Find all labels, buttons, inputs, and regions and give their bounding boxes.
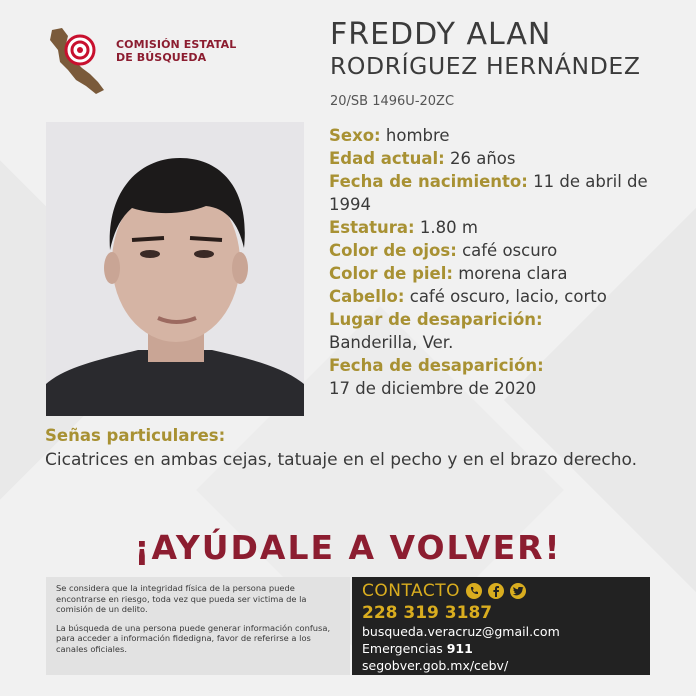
logo-text (116, 38, 236, 64)
nacimiento-label: Fecha de nacimiento: (329, 172, 528, 191)
estatura-value: 1.80 m (419, 218, 478, 237)
detail-estatura (329, 216, 684, 239)
detail-fecha-desaparicion (329, 354, 684, 400)
sexo-label: Sexo: (329, 126, 381, 145)
ojos-label: Color de ojos: (329, 241, 457, 260)
edad-label: Edad actual: (329, 149, 445, 168)
detail-nacimiento (329, 170, 684, 216)
lugar-value: Banderilla, Ver. (329, 333, 454, 352)
facebook-icon (488, 583, 504, 599)
person-details (329, 124, 684, 400)
disclaimer-paragraph: Se considera que la integridad física de la persona puede encontrarse en riesgo, toda vez que pueda ser victima de la comisión de un delito. (56, 583, 307, 615)
detail-cabello (329, 285, 684, 308)
help-headline: ¡AYÚDALE A VOLVER! (134, 528, 562, 567)
senas-text: Cicatrices en ambas cejas, tatuaje en el pecho y en el brazo derecho. (45, 450, 637, 470)
contact-box (352, 577, 650, 675)
piel-value: morena clara (458, 264, 568, 283)
sexo-value: hombre (385, 126, 450, 145)
edad-value: 26 años (449, 149, 516, 168)
fecha-desaparicion-value: 17 de diciembre de 2020 (329, 379, 537, 398)
piel-label: Color de piel: (329, 264, 453, 283)
cabello-label: Cabello: (329, 287, 405, 306)
distinguishing-marks (45, 426, 655, 472)
person-first-names: FREDDY ALAN (330, 17, 552, 52)
logo-line2: DE BÚSQUEDA (116, 51, 207, 64)
estatura-label: Estatura: (329, 218, 415, 237)
lugar-label: Lugar de desaparición: (329, 310, 543, 329)
detail-lugar (329, 308, 684, 354)
logo (46, 26, 246, 98)
contact-header (362, 581, 640, 601)
senas-label: Señas particulares: (45, 426, 226, 445)
detail-piel (329, 262, 684, 285)
twitter-icon (510, 583, 526, 599)
contact-phone: 228 319 3187 (362, 603, 493, 623)
case-code: 20/SB 1496U-20ZC (330, 94, 455, 109)
contact-title: CONTACTO (362, 581, 460, 601)
ojos-value: café oscuro (462, 241, 558, 260)
detail-ojos (329, 239, 684, 262)
cabello-value: café oscuro, lacio, corto (409, 287, 607, 306)
person-photo (46, 122, 304, 416)
detail-edad (329, 147, 684, 170)
person-last-names: RODRÍGUEZ HERNÁNDEZ (330, 52, 641, 80)
person-name-block (330, 18, 690, 109)
logo-line1: COMISIÓN ESTATAL (116, 38, 237, 51)
contact-email: busqueda.veracruz@gmail.com (362, 624, 560, 639)
nacimiento-value: 11 de abril de 1994 (329, 172, 648, 214)
emergencias-number: 911 (446, 641, 473, 656)
fecha-desaparicion-label: Fecha de desaparición: (329, 356, 544, 375)
veracruz-map-icon (46, 26, 108, 96)
contact-web: segobver.gob.mx/cebv/ (362, 658, 509, 673)
detail-sexo (329, 124, 684, 147)
contact-emergencias (362, 640, 640, 657)
emergencias-label: Emergencias (362, 641, 443, 656)
disclaimer-box (46, 577, 350, 675)
disclaimer-paragraph: La búsqueda de una persona puede generar información confusa, para acceder a información fidedigna, favor de referirse a los canales oficiales. (56, 622, 331, 654)
phone-icon (466, 583, 482, 599)
